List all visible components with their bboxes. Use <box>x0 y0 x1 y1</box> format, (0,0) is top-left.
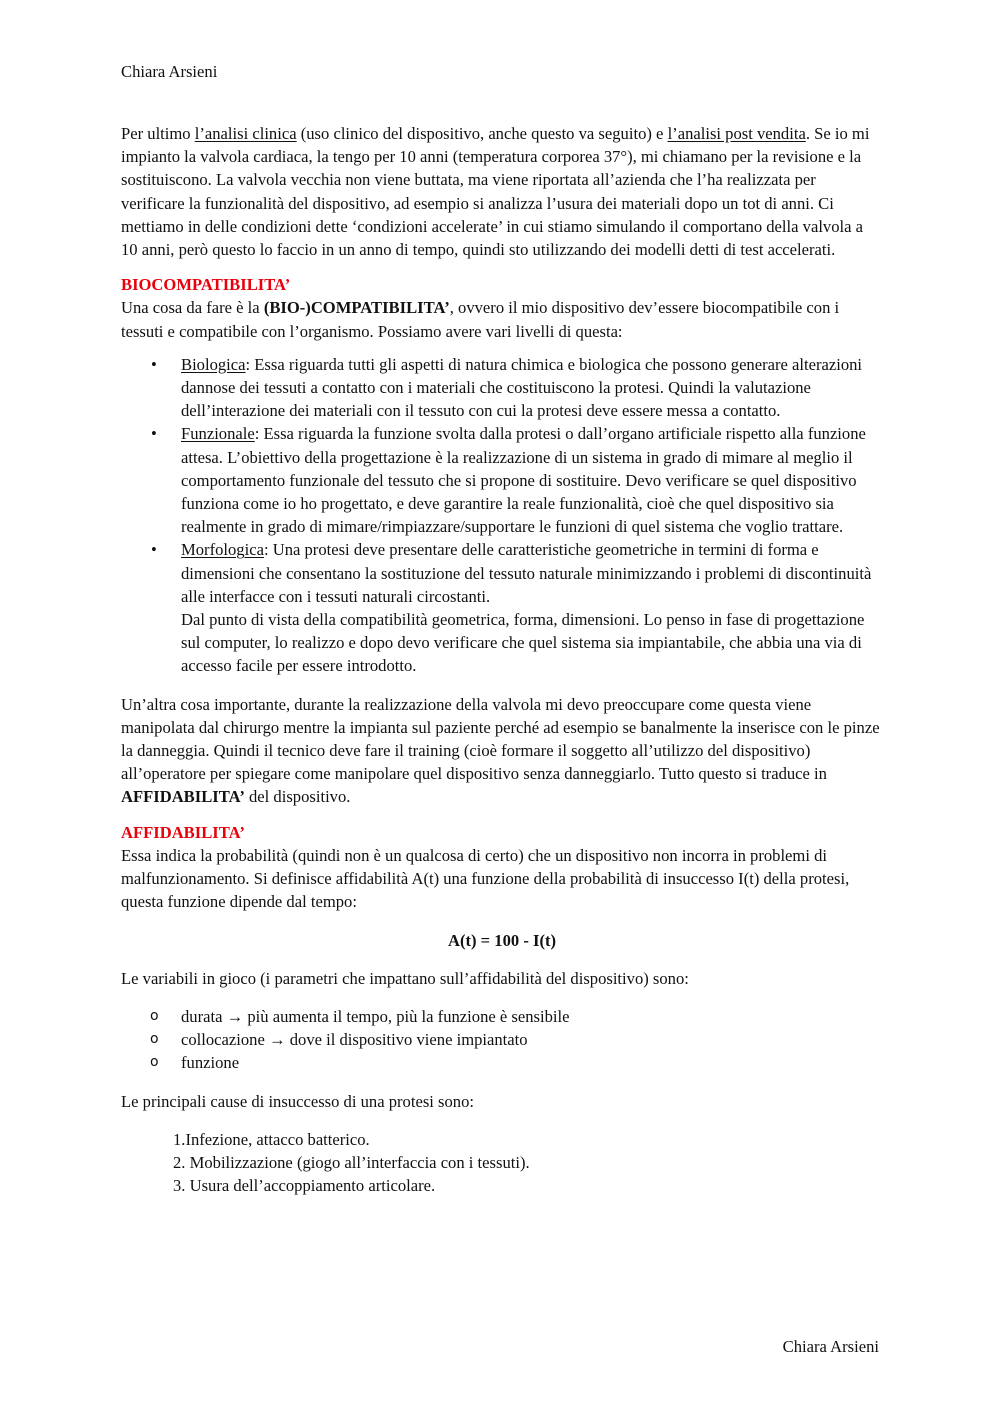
variable-term: durata <box>181 1006 227 1026</box>
biocompat-intro-bold: (BIO-)COMPATIBILITA’ <box>263 298 450 318</box>
variables-list <box>121 1005 883 1075</box>
list-item: 1.Infezione, attacco batterico. <box>173 1129 370 1149</box>
list-item-term: Morfologica <box>181 540 264 560</box>
bullet-icon: • <box>151 354 157 374</box>
list-item-text: : Essa riguarda la funzione svolta dalla protesi o dall’organo artificiale rispetto alla funzione attesa. L’obiettivo della progettazione è la realizzazione di un sistema in grado di mimare al meglio il comportamento funzionale del tessuto che si propone di sostituire. Devo verificare se quel dispositivo funziona come io ho progettato, e deve garantire la reale funzionalità, cioè che quel dispositivo sia realmente in grado di mimare/rimpiazzare/supportare le funzioni di quel sistema che voglio trattare. <box>181 424 866 537</box>
intro-text-3: . Se io mi impianto la valvola cardiaca, la tengo per 10 anni (temperatura corporea 37°), mi chiamano per la revisione e la sostituiscono. La valvola vecchia non viene buttata, ma viene riportata all’azienda che l’ha realizzata per verificare la funzionalità del dispositivo, ad esempio si analizza l’usura dei materiali dopo un tot di anni. Ci mettiamo in delle condizioni dette ‘condizioni accelerate’ in cui stiamo simulando il comportano della valvola a 10 anni, però questo lo faccio in un anno di tempo, quindi sto utilizzando dei modelli detti di test accelerati. <box>121 124 870 260</box>
section-title-biocompatibilita: BIOCOMPATIBILITA’ <box>121 275 291 295</box>
compatibility-levels-list <box>121 353 883 678</box>
underlined-term-analisi-clinica: l’analisi clinica <box>194 124 297 143</box>
circle-bullet-icon: o <box>150 1054 159 1071</box>
biocompat-intro-paragraph <box>121 296 883 342</box>
list-item-term: Biologica <box>181 354 246 374</box>
page-header <box>121 61 217 83</box>
section-title-affidabilita: AFFIDABILITA’ <box>121 822 245 842</box>
page-footer <box>783 1336 879 1358</box>
list-item: 2. Mobilizzazione (giogo all’interfaccia con i tessuti). <box>173 1152 530 1172</box>
arrow-right-icon: → <box>226 1006 244 1026</box>
causes-intro: Le principali cause di insuccesso di una protesi sono: <box>121 1091 474 1111</box>
list-item-extra-text: Dal punto di vista della compatibilità geometrica, forma, dimensioni. Lo penso in fase di progettazione sul computer, lo realizzo e dopo devo verificare che quel sistema sia impiantabile, che abbia una via di accesso facile per essere introdotto. <box>181 610 865 676</box>
arrow-right-icon: → <box>269 1030 286 1050</box>
list-item <box>121 353 883 423</box>
list-item <box>121 538 883 677</box>
list-item <box>121 1051 883 1074</box>
list-item <box>121 422 883 538</box>
manipulation-text-1: Un’altra cosa importante, durante la realizzazione della valvola mi devo preoccupare come questa viene manipolata dal chirurgo mentre la impianta sul paziente perché ad esempio se banalmente la inserisce con le pinze la danneggia. Quindi il tecnico deve fare il training (cioè formare il soggetto all’utilizzo del dispositivo) all’operatore per spiegare come manipolare quel dispositivo senza danneggiarlo. Tutto questo si traduce in <box>121 694 880 784</box>
intro-paragraph <box>121 122 883 261</box>
manipulation-bold: AFFIDABILITA’ <box>121 787 245 807</box>
list-item <box>121 1005 883 1028</box>
footer-author: Chiara Arsieni <box>782 1337 879 1356</box>
affid-intro-paragraph: Essa indica la probabilità (quindi non è un qualcosa di certo) che un dispositivo non incorra in problemi di malfunzionamento. Si definisce affidabilità A(t) una funzione della probabilità di insuccesso I(t) della protesi, questa funzione dipende dal tempo: <box>121 845 850 912</box>
circle-bullet-icon: o <box>150 1031 159 1048</box>
biocompat-intro-text-2: , ovvero il mio dispositivo dev’essere biocompatibile con i tessuti e compatibile con l’organismo. Possiamo avere vari livelli di questa: <box>121 298 840 341</box>
bullet-icon: • <box>151 424 157 444</box>
manipulation-text-2: del dispositivo. <box>244 787 351 807</box>
biocompat-intro-text-1: Una cosa da fare è la <box>121 298 264 318</box>
bullet-icon: • <box>151 540 157 560</box>
intro-text-1: Per ultimo <box>121 124 195 143</box>
list-item <box>121 1028 883 1051</box>
list-item-text: : Essa riguarda tutti gli aspetti di natura chimica e biologica che possono generare alterazioni dannose dei tessuti a contatto con i materiali che costituiscono la protesi. Quindi la valutazione dell’interazione dei materiali con il tessuto con cui la protesi deve essere messa a contatto. <box>181 354 863 421</box>
reliability-formula: A(t) = 100 - I(t) <box>447 930 557 950</box>
header-author: Chiara Arsieni <box>121 62 218 81</box>
list-item-text: : Una protesi deve presentare delle caratteristiche geometriche in termini di forma e dimensioni che consentano la sostituzione del tessuto naturale minimizzando i problemi di discontinuità alle interfacce con i tessuti naturali circostanti. <box>181 540 872 606</box>
circle-bullet-icon: o <box>150 1007 159 1024</box>
variable-term: funzione <box>181 1053 240 1073</box>
page-body <box>121 122 883 1197</box>
list-item-term: Funzionale <box>181 424 255 444</box>
variable-term: collocazione <box>181 1030 269 1050</box>
intro-text-2: (uso clinico del dispositivo, anche questo va seguito) e <box>296 124 668 143</box>
variable-text: dove il dispositivo viene impiantato <box>285 1030 528 1050</box>
variable-text: più aumenta il tempo, più la funzione è sensibile <box>243 1006 570 1026</box>
manipulation-paragraph <box>121 693 883 809</box>
list-item: 3. Usura dell’accoppiamento articolare. <box>173 1176 436 1196</box>
underlined-term-analisi-post-vendita: l’analisi post vendita <box>667 124 806 143</box>
variables-intro: Le variabili in gioco (i parametri che impattano sull’affidabilità del dispositivo) sono: <box>121 968 689 988</box>
causes-list <box>173 1128 883 1198</box>
